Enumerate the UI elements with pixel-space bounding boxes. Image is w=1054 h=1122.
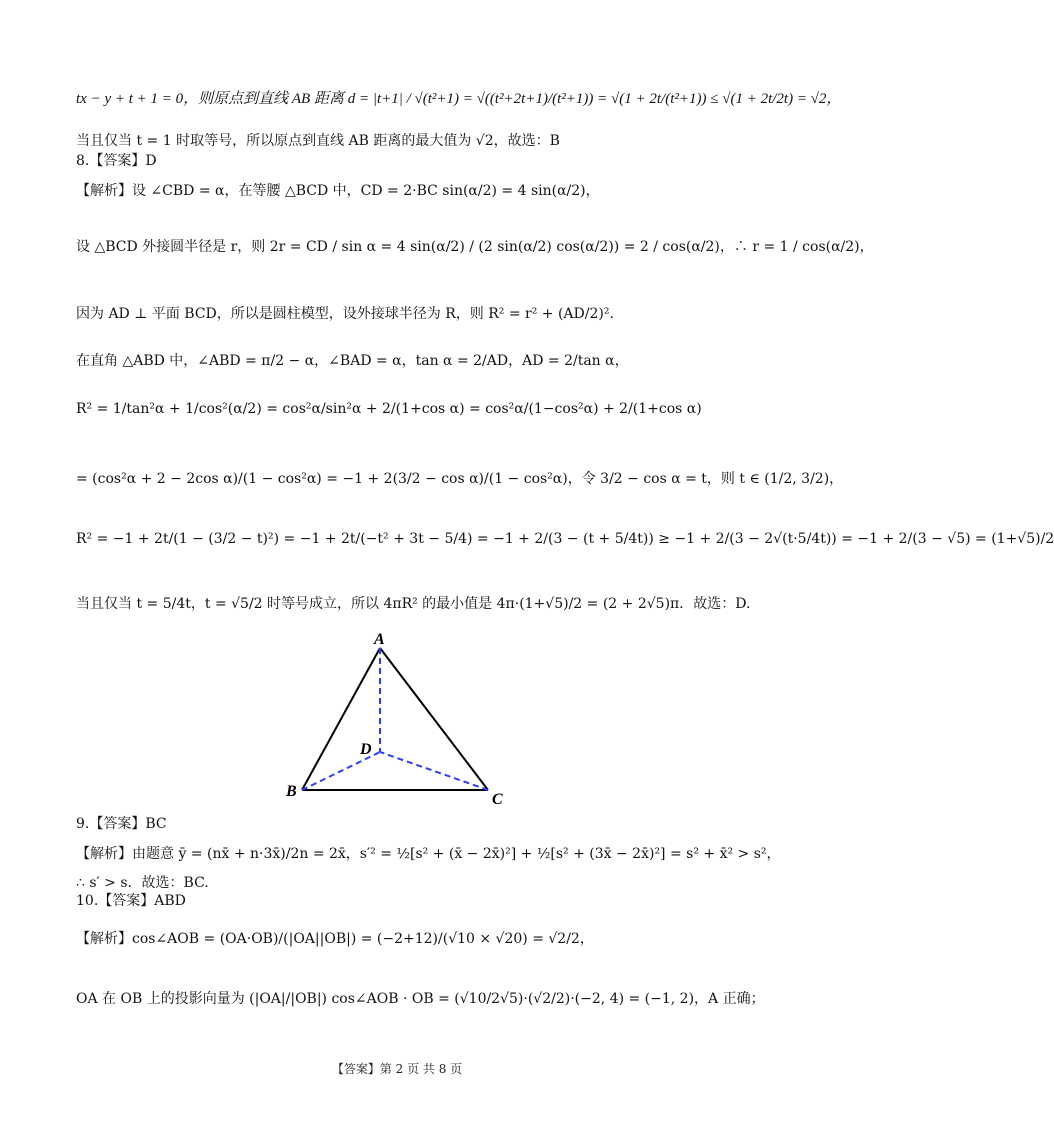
line-9: = (cos²α + 2 − 2cos α)/(1 − cos²α) = −1 + 2(3/2 − cos α)/(1 − cos²α)，令 3/2 − cos α = t，则 t ∈ (1/2, 3/2)， <box>76 471 844 487</box>
edge-cd-dashed <box>380 752 488 790</box>
line-16: 【解析】cos∠AOB = (OA·OB)/(|OA||OB|) = (−2+12)/(√10 × √20) = √2/2， <box>76 931 594 947</box>
line-12: 9.【答案】BC <box>76 816 167 832</box>
line-6: 因为 AD ⊥ 平面 BCD，所以是圆柱模型，设外接球半径为 R，则 R² = r² + (AD/2)². <box>76 306 614 322</box>
line-14: ∴ s′ > s．故选：BC. <box>76 875 209 891</box>
line-3: 8.【答案】D <box>76 153 157 169</box>
line-2: 当且仅当 t = 1 时取等号，所以原点到直线 AB 距离的最大值为 √2，故选：B <box>76 133 560 149</box>
page-footer: 【答案】第 2 页 共 8 页 <box>331 1062 463 1076</box>
line-17: OA 在 OB 上的投影向量为 (|OA|/|OB|) cos∠AOB · OB = (√10/2√5)·(√2/2)·(−2, 4) = (−1, 2)，A 正确； <box>76 991 765 1007</box>
label-b: B <box>286 783 297 800</box>
line-13: 【解析】由题意 ȳ = (nx̄ + n·3x̄)/2n = 2x̄，s′² = ½[s² + (x̄ − 2x̄)²] + ½[s² + (3x̄ − 2x̄)²] = s² + x̄² > s²， <box>76 846 781 862</box>
line-10: R² = −1 + 2t/(1 − (3/2 − t)²) = −1 + 2t/(−t² + 3t − 5/4) = −1 + 2/(3 − (t + 5/4t)) ≥ −1 + 2/(3 − 2√(t·5/4t)) = −1 + 2/(3 − √5) = (1+√5)/2 <box>76 531 1054 547</box>
label-d: D <box>360 741 372 758</box>
line-5: 设 △BCD 外接圆半径是 r，则 2r = CD / sin α = 4 sin(α/2) / (2 sin(α/2) cos(α/2)) = 2 / cos(α/2)，∴ r = 1 / cos(α/2)， <box>76 239 874 255</box>
line-15: 10.【答案】ABD <box>76 893 186 909</box>
line-1: tx − y + t + 1 = 0，则原点到直线 AB 距离 d = |t+1| / √(t²+1) = √((t²+2t+1)/(t²+1)) = √(1 + 2t/(t²+1)) ≤ √(1 + 2t/2t) = √2， <box>76 91 842 107</box>
line-4: 【解析】设 ∠CBD = α，在等腰 △BCD 中，CD = 2·BC sin(α/2) = 4 sin(α/2)， <box>76 183 600 199</box>
tetrahedron-figure <box>270 628 530 808</box>
line-7: 在直角 △ABD 中，∠ABD = π/2 − α，∠BAD = α，tan α = 2/AD，AD = 2/tan α， <box>76 353 629 369</box>
edge-ab <box>302 648 380 790</box>
line-8: R² = 1/tan²α + 1/cos²(α/2) = cos²α/sin²α + 2/(1+cos α) = cos²α/(1−cos²α) + 2/(1+cos α) <box>76 401 702 417</box>
edge-ac <box>380 648 488 790</box>
line-11: 当且仅当 t = 5/4t，t = √5/2 时等号成立，所以 4πR² 的最小值是 4π·(1+√5)/2 = (2 + 2√5)π．故选：D. <box>76 596 751 612</box>
label-c: C <box>492 791 503 808</box>
label-a: A <box>374 631 385 648</box>
